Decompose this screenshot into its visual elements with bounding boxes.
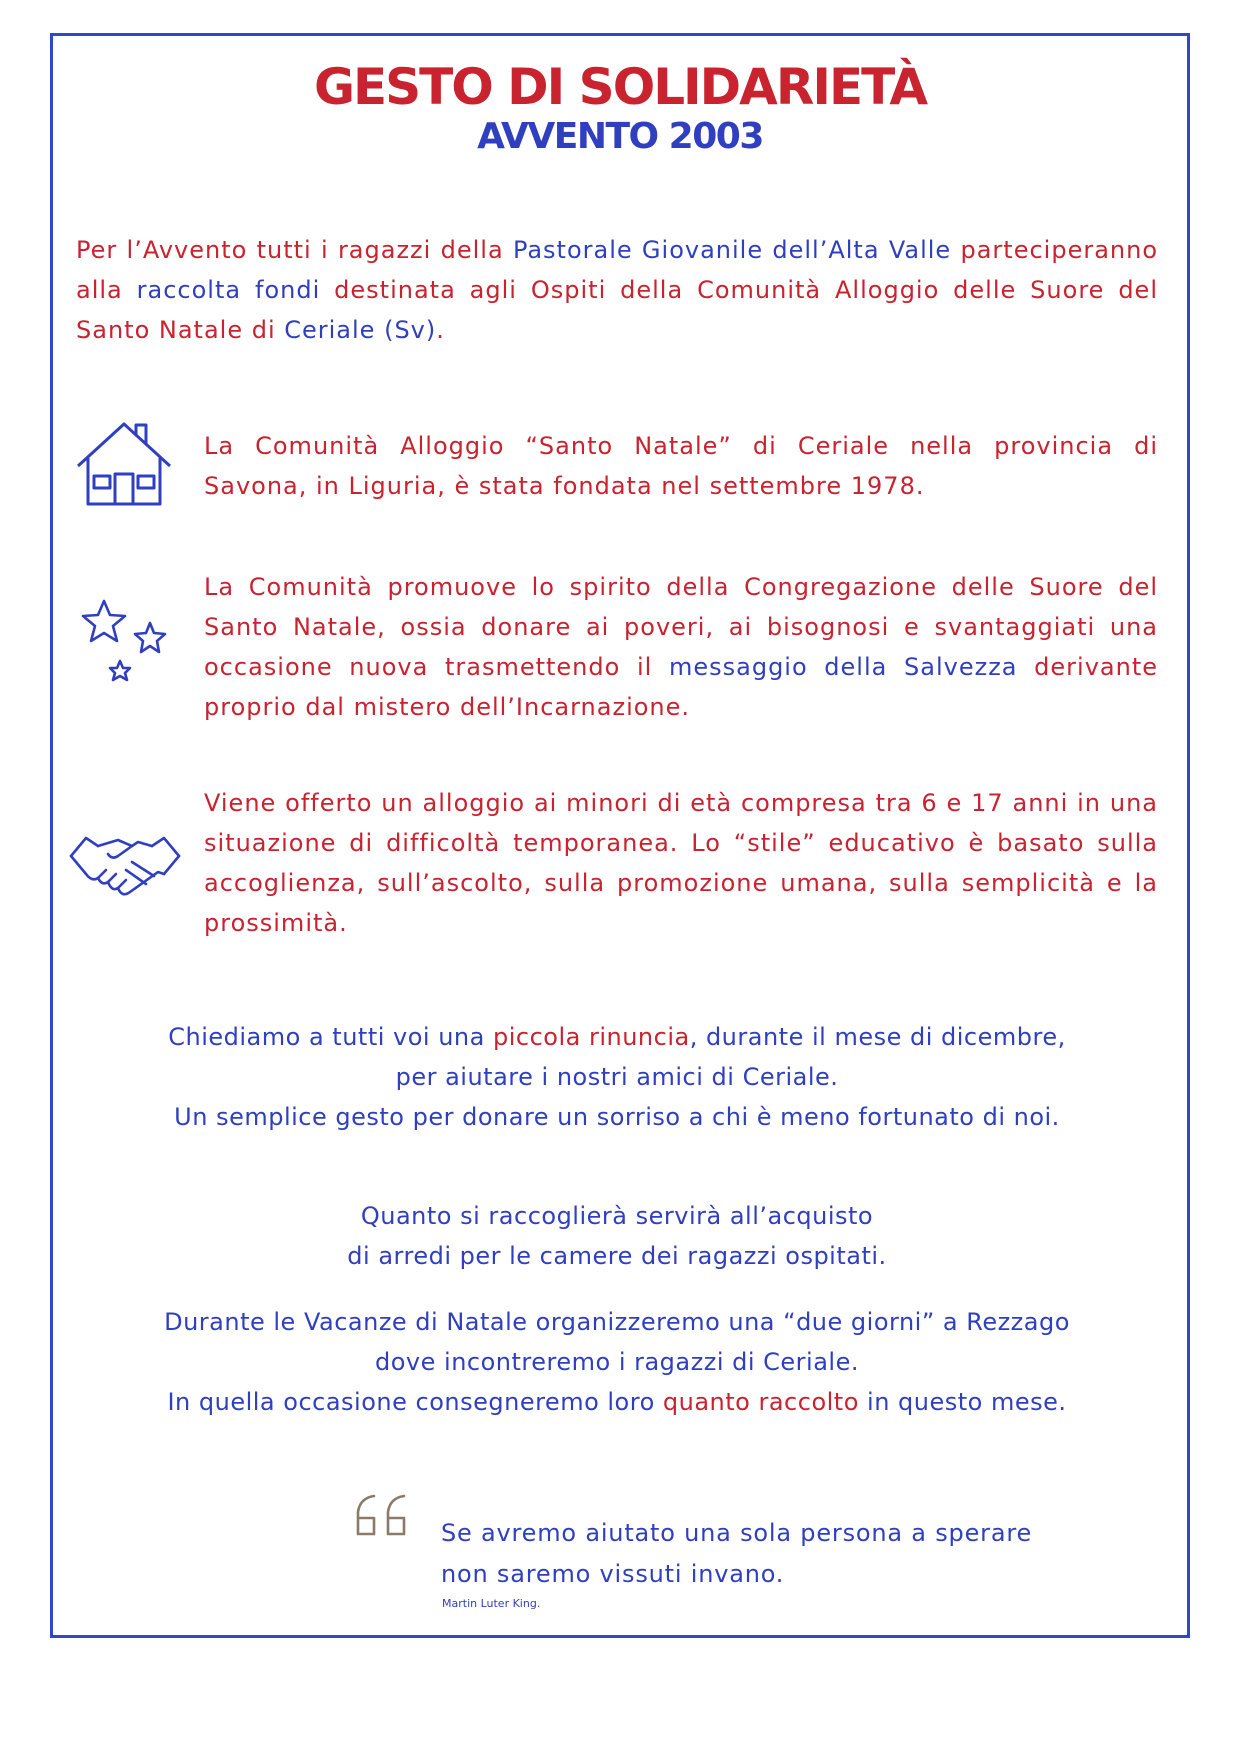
holidays-line-2: dove incontreremo i ragazzi di Ceriale. (375, 1348, 859, 1376)
mission-highlight: messaggio della Salvezza (668, 653, 1018, 681)
intro-text-2: parteciperanno alla (76, 236, 1159, 304)
appeal-block (76, 1017, 1158, 1137)
section-foundation-text: La Comunità Alloggio “Santo Natale” di Ceriale nella provincia di Savona, in Liguria, è stata fondata nel settembre 1978. (204, 432, 1158, 500)
quote-line-1: Se avremo aiutato una sola persona a sperare (441, 1519, 1033, 1547)
intro-text-3: destinata agli Ospiti della Comunità Alloggio delle Suore del Santo Natale di (76, 276, 1158, 344)
intro-highlight-pastorale: Pastorale Giovanile dell’Alta Valle (512, 236, 952, 264)
holidays-line-3-a: In quella occasione consegneremo loro (167, 1388, 663, 1416)
intro-highlight-raccolta: raccolta fondi (136, 276, 321, 304)
purchase-line-2: di arredi per le camere dei ragazzi ospitati. (347, 1242, 887, 1270)
holidays-line-3-c: in questo mese. (858, 1388, 1067, 1416)
appeal-line-1-c: , durante il mese di dicembre, (689, 1023, 1066, 1051)
appeal-line-3: Un semplice gesto per donare un sorriso a chi è meno fortunato di noi. (174, 1103, 1060, 1131)
mission-text-2: derivante proprio dal mistero dell’Incarnazione. (204, 653, 1158, 721)
section-lodging-text: Viene offerto un alloggio ai minori di età compresa tra 6 e 17 anni in una situazione di difficoltà temporanea. Lo “stile” educativo è basato sulla accoglienza, sull’ascolto, sulla promozione umana, sulla semplicità e la prossimità. (204, 789, 1158, 937)
holidays-line-1: Durante le Vacanze di Natale organizzeremo una “due giorni” a Rezzago (164, 1308, 1070, 1336)
purchase-line-1: Quanto si raccoglierà servirà all’acquisto (360, 1202, 874, 1230)
holidays-block (76, 1302, 1158, 1422)
purchase-block (76, 1196, 1158, 1276)
quote-text (441, 1513, 1032, 1595)
handshake-icon (68, 826, 182, 906)
house-icon (74, 418, 174, 508)
intro-paragraph (76, 230, 1158, 350)
appeal-line-1-a: Chiediamo a tutti voi una (168, 1023, 493, 1051)
appeal-highlight: piccola rinuncia (492, 1023, 690, 1051)
section-mission-text (204, 567, 1158, 727)
holidays-line-3 (76, 1382, 1158, 1422)
holidays-highlight: quanto raccolto (662, 1388, 859, 1416)
page-subtitle: AVVENTO 2003 (477, 116, 763, 157)
quote-author: Martin Luter King. (442, 1597, 541, 1610)
appeal-line-1 (76, 1017, 1158, 1057)
intro-highlight-ceriale: Ceriale (Sv) (284, 316, 437, 344)
appeal-line-2: per aiutare i nostri amici di Ceriale. (395, 1063, 839, 1091)
quote-line-2: non saremo vissuti invano. (441, 1560, 785, 1588)
mission-text-1: La Comunità promuove lo spirito della Congregazione delle Suore del Santo Natale, ossia donare ai poveri, ai bisognosi e svantaggiati una occasione nuova trasmettendo il (204, 573, 1158, 681)
intro-text-4: . (436, 316, 445, 344)
stars-icon (78, 597, 174, 691)
quote-mark-icon (352, 1490, 412, 1544)
intro-text-1: Per l’Avvento tutti i ragazzi della (76, 236, 513, 264)
page-title: GESTO DI SOLIDARIETÀ (313, 58, 927, 116)
